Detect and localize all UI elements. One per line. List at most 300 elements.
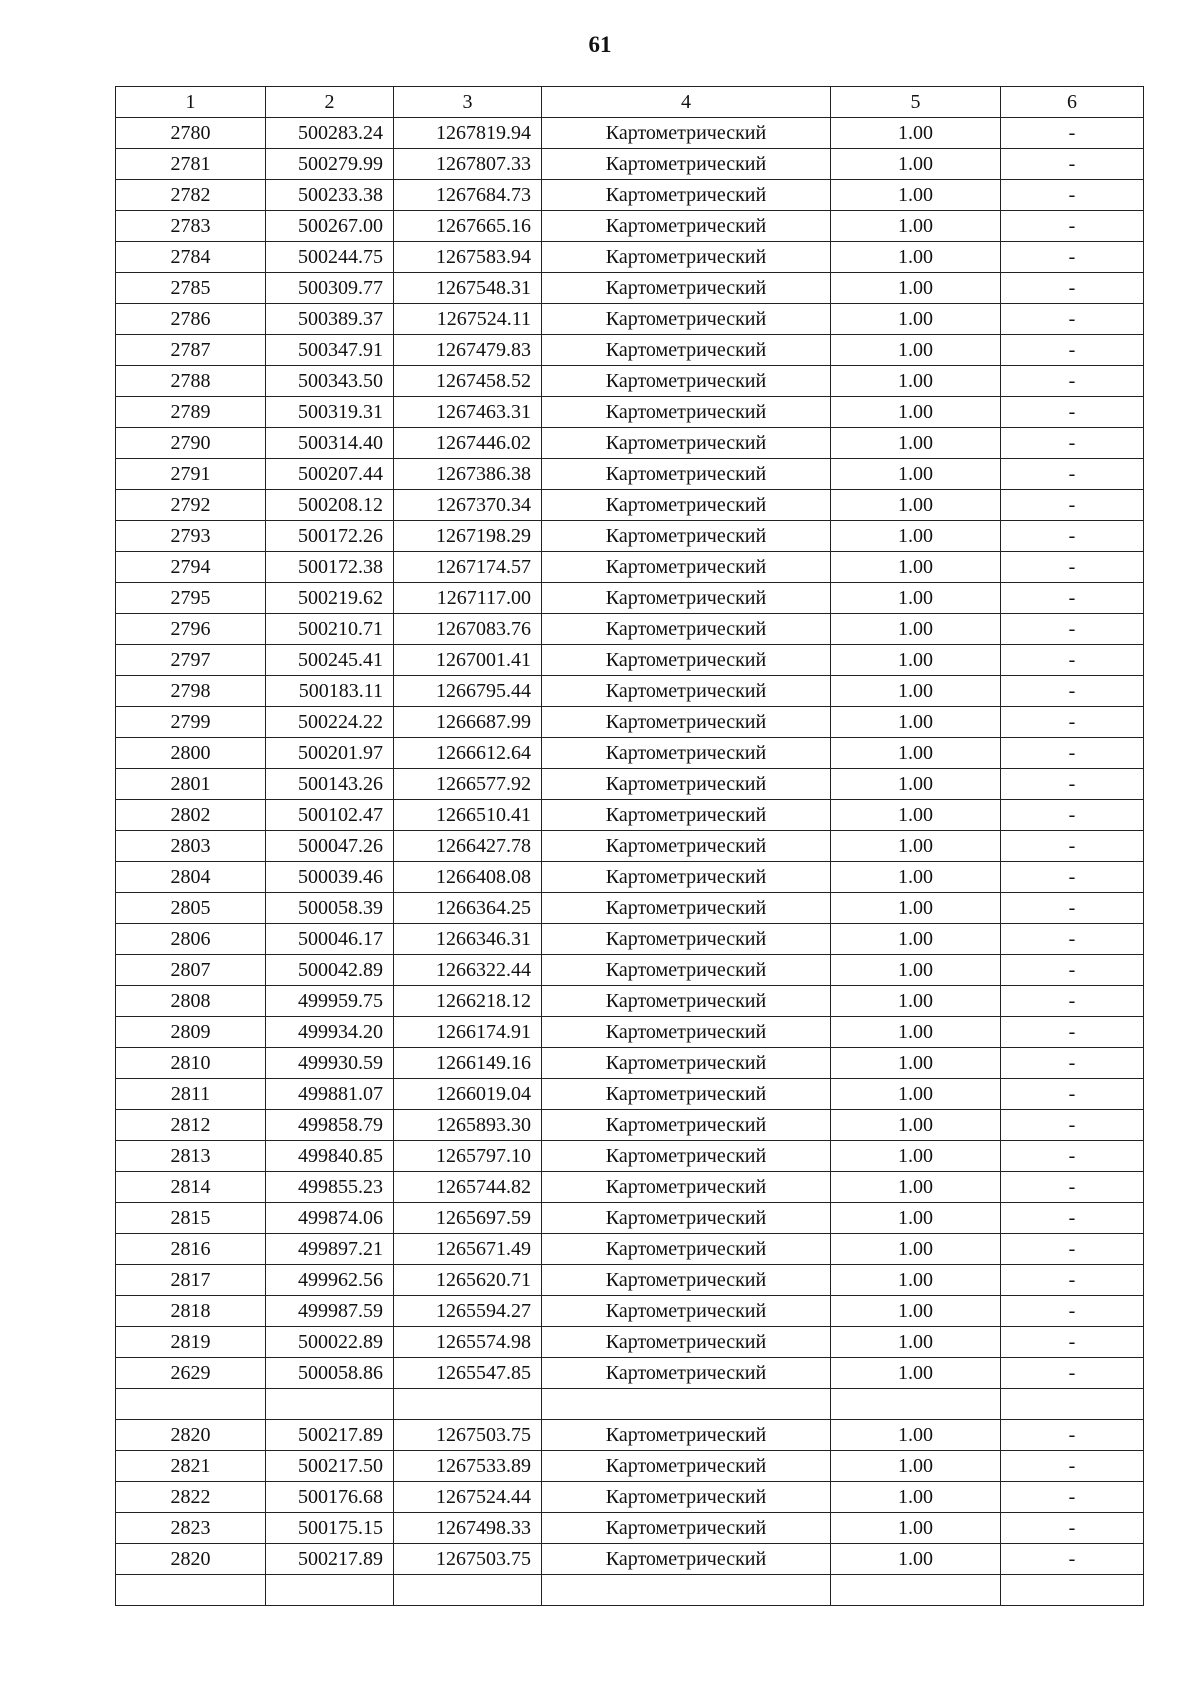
point-number-cell: 2816 <box>116 1234 266 1265</box>
table-row <box>116 1203 1144 1234</box>
y-coordinate-cell: 1265797.10 <box>394 1141 542 1172</box>
note-cell: - <box>1001 1234 1144 1265</box>
method-cell: Картометрический <box>542 1296 831 1327</box>
note-cell: - <box>1001 893 1144 924</box>
accuracy-cell: 1.00 <box>831 738 1001 769</box>
table-row <box>116 738 1144 769</box>
point-number-cell: 2797 <box>116 645 266 676</box>
y-coordinate-cell: 1267503.75 <box>394 1544 542 1575</box>
table-row <box>116 955 1144 986</box>
x-coordinate-cell: 500283.24 <box>266 118 394 149</box>
y-coordinate-cell: 1267548.31 <box>394 273 542 304</box>
method-cell: Картометрический <box>542 1203 831 1234</box>
method-cell: Картометрический <box>542 1420 831 1451</box>
point-number-cell: 2781 <box>116 149 266 180</box>
point-number-cell: 2786 <box>116 304 266 335</box>
accuracy-cell: 1.00 <box>831 862 1001 893</box>
y-coordinate-cell: 1267524.11 <box>394 304 542 335</box>
point-number-cell: 2793 <box>116 521 266 552</box>
x-coordinate-cell: 500245.41 <box>266 645 394 676</box>
y-coordinate-cell: 1267503.75 <box>394 1420 542 1451</box>
method-cell: Картометрический <box>542 924 831 955</box>
accuracy-cell: 1.00 <box>831 459 1001 490</box>
point-number-cell: 2780 <box>116 118 266 149</box>
accuracy-cell: 1.00 <box>831 180 1001 211</box>
column-header-5: 5 <box>831 87 1001 118</box>
x-coordinate-cell: 500389.37 <box>266 304 394 335</box>
x-coordinate-cell: 500143.26 <box>266 769 394 800</box>
method-cell: Картометрический <box>542 583 831 614</box>
note-cell: - <box>1001 862 1144 893</box>
method-cell: Картометрический <box>542 707 831 738</box>
method-cell <box>542 1575 831 1606</box>
y-coordinate-cell: 1267583.94 <box>394 242 542 273</box>
column-header-2: 2 <box>266 87 394 118</box>
point-number-cell: 2821 <box>116 1451 266 1482</box>
note-cell: - <box>1001 118 1144 149</box>
note-cell: - <box>1001 955 1144 986</box>
y-coordinate-cell: 1266427.78 <box>394 831 542 862</box>
x-coordinate-cell: 500201.97 <box>266 738 394 769</box>
note-cell: - <box>1001 1203 1144 1234</box>
point-number-cell: 2809 <box>116 1017 266 1048</box>
y-coordinate-cell: 1267001.41 <box>394 645 542 676</box>
method-cell: Картометрический <box>542 459 831 490</box>
table-header <box>116 87 1144 118</box>
method-cell: Картометрический <box>542 1358 831 1389</box>
x-coordinate-cell: 500183.11 <box>266 676 394 707</box>
note-cell: - <box>1001 552 1144 583</box>
accuracy-cell: 1.00 <box>831 924 1001 955</box>
x-coordinate-cell: 499881.07 <box>266 1079 394 1110</box>
table-row <box>116 1358 1144 1389</box>
note-cell: - <box>1001 583 1144 614</box>
y-coordinate-cell: 1266577.92 <box>394 769 542 800</box>
y-coordinate-cell: 1267498.33 <box>394 1513 542 1544</box>
y-coordinate-cell: 1266346.31 <box>394 924 542 955</box>
table-row <box>116 1110 1144 1141</box>
table-row <box>116 304 1144 335</box>
note-cell: - <box>1001 738 1144 769</box>
y-coordinate-cell: 1267370.34 <box>394 490 542 521</box>
table-row <box>116 490 1144 521</box>
accuracy-cell: 1.00 <box>831 893 1001 924</box>
x-coordinate-cell: 500217.89 <box>266 1544 394 1575</box>
accuracy-cell: 1.00 <box>831 1141 1001 1172</box>
point-number-cell: 2803 <box>116 831 266 862</box>
point-number-cell: 2800 <box>116 738 266 769</box>
method-cell: Картометрический <box>542 1544 831 1575</box>
y-coordinate-cell: 1265547.85 <box>394 1358 542 1389</box>
method-cell: Картометрический <box>542 893 831 924</box>
table-row <box>116 986 1144 1017</box>
point-number-cell: 2811 <box>116 1079 266 1110</box>
note-cell: - <box>1001 1141 1144 1172</box>
table-row <box>116 769 1144 800</box>
point-number-cell: 2823 <box>116 1513 266 1544</box>
y-coordinate-cell <box>394 1575 542 1606</box>
table-row <box>116 800 1144 831</box>
point-number-cell: 2787 <box>116 335 266 366</box>
accuracy-cell: 1.00 <box>831 800 1001 831</box>
accuracy-cell: 1.00 <box>831 273 1001 304</box>
x-coordinate-cell: 500279.99 <box>266 149 394 180</box>
point-number-cell: 2794 <box>116 552 266 583</box>
note-cell: - <box>1001 521 1144 552</box>
x-coordinate-cell: 500175.15 <box>266 1513 394 1544</box>
point-number-cell: 2792 <box>116 490 266 521</box>
y-coordinate-cell: 1266687.99 <box>394 707 542 738</box>
x-coordinate-cell: 499959.75 <box>266 986 394 1017</box>
page-number: 61 <box>588 32 612 57</box>
table-row <box>116 1544 1144 1575</box>
y-coordinate-cell: 1267807.33 <box>394 149 542 180</box>
note-cell: - <box>1001 397 1144 428</box>
x-coordinate-cell: 500210.71 <box>266 614 394 645</box>
method-cell: Картометрический <box>542 1172 831 1203</box>
table-row <box>116 645 1144 676</box>
y-coordinate-cell: 1267463.31 <box>394 397 542 428</box>
point-number-cell: 2804 <box>116 862 266 893</box>
y-coordinate-cell: 1267819.94 <box>394 118 542 149</box>
point-number-cell: 2629 <box>116 1358 266 1389</box>
point-number-cell: 2802 <box>116 800 266 831</box>
y-coordinate-cell: 1266174.91 <box>394 1017 542 1048</box>
table-row <box>116 397 1144 428</box>
method-cell: Картометрический <box>542 955 831 986</box>
note-cell: - <box>1001 1048 1144 1079</box>
table-row <box>116 1017 1144 1048</box>
point-number-cell: 2788 <box>116 366 266 397</box>
y-coordinate-cell: 1267665.16 <box>394 211 542 242</box>
point-number-cell: 2789 <box>116 397 266 428</box>
note-cell: - <box>1001 769 1144 800</box>
note-cell: - <box>1001 273 1144 304</box>
accuracy-cell: 1.00 <box>831 1482 1001 1513</box>
x-coordinate-cell: 500309.77 <box>266 273 394 304</box>
x-coordinate-cell: 500172.38 <box>266 552 394 583</box>
table-row <box>116 1296 1144 1327</box>
point-number-cell <box>116 1575 266 1606</box>
method-cell: Картометрический <box>542 180 831 211</box>
note-cell <box>1001 1389 1144 1420</box>
accuracy-cell: 1.00 <box>831 1451 1001 1482</box>
y-coordinate-cell: 1267446.02 <box>394 428 542 459</box>
x-coordinate-cell: 500172.26 <box>266 521 394 552</box>
y-coordinate-cell: 1267198.29 <box>394 521 542 552</box>
table-row <box>116 893 1144 924</box>
y-coordinate-cell: 1267174.57 <box>394 552 542 583</box>
header-row <box>116 87 1144 118</box>
accuracy-cell: 1.00 <box>831 490 1001 521</box>
y-coordinate-cell: 1267386.38 <box>394 459 542 490</box>
point-number-cell: 2822 <box>116 1482 266 1513</box>
method-cell: Картометрический <box>542 1265 831 1296</box>
x-coordinate-cell: 499962.56 <box>266 1265 394 1296</box>
note-cell: - <box>1001 366 1144 397</box>
x-coordinate-cell: 500267.00 <box>266 211 394 242</box>
y-coordinate-cell: 1267479.83 <box>394 335 542 366</box>
accuracy-cell: 1.00 <box>831 1296 1001 1327</box>
table-row <box>116 1451 1144 1482</box>
table-row <box>116 242 1144 273</box>
x-coordinate-cell: 500102.47 <box>266 800 394 831</box>
x-coordinate-cell: 500058.39 <box>266 893 394 924</box>
method-cell: Картометрический <box>542 831 831 862</box>
method-cell: Картометрический <box>542 1513 831 1544</box>
note-cell: - <box>1001 211 1144 242</box>
column-header-3: 3 <box>394 87 542 118</box>
note-cell: - <box>1001 1172 1144 1203</box>
accuracy-cell: 1.00 <box>831 614 1001 645</box>
x-coordinate-cell: 500176.68 <box>266 1482 394 1513</box>
method-cell: Картометрический <box>542 738 831 769</box>
note-cell: - <box>1001 676 1144 707</box>
method-cell: Картометрический <box>542 304 831 335</box>
accuracy-cell: 1.00 <box>831 149 1001 180</box>
accuracy-cell: 1.00 <box>831 552 1001 583</box>
method-cell: Картометрический <box>542 769 831 800</box>
x-coordinate-cell <box>266 1389 394 1420</box>
table-row <box>116 1265 1144 1296</box>
accuracy-cell: 1.00 <box>831 1265 1001 1296</box>
y-coordinate-cell: 1267458.52 <box>394 366 542 397</box>
y-coordinate-cell: 1265893.30 <box>394 1110 542 1141</box>
note-cell: - <box>1001 304 1144 335</box>
table-row <box>116 273 1144 304</box>
accuracy-cell: 1.00 <box>831 1048 1001 1079</box>
y-coordinate-cell: 1266218.12 <box>394 986 542 1017</box>
point-number-cell: 2808 <box>116 986 266 1017</box>
note-cell: - <box>1001 1079 1144 1110</box>
point-number-cell: 2801 <box>116 769 266 800</box>
y-coordinate-cell: 1267533.89 <box>394 1451 542 1482</box>
note-cell: - <box>1001 180 1144 211</box>
point-number-cell: 2820 <box>116 1544 266 1575</box>
accuracy-cell: 1.00 <box>831 118 1001 149</box>
method-cell: Картометрический <box>542 986 831 1017</box>
accuracy-cell <box>831 1575 1001 1606</box>
point-number-cell: 2815 <box>116 1203 266 1234</box>
method-cell: Картометрический <box>542 428 831 459</box>
y-coordinate-cell <box>394 1389 542 1420</box>
method-cell: Картометрический <box>542 1234 831 1265</box>
table-row <box>116 118 1144 149</box>
point-number-cell: 2791 <box>116 459 266 490</box>
x-coordinate-cell: 500319.31 <box>266 397 394 428</box>
x-coordinate-cell: 500042.89 <box>266 955 394 986</box>
accuracy-cell <box>831 1389 1001 1420</box>
x-coordinate-cell: 500347.91 <box>266 335 394 366</box>
table-row <box>116 211 1144 242</box>
accuracy-cell: 1.00 <box>831 242 1001 273</box>
table-body <box>116 118 1144 1606</box>
y-coordinate-cell: 1265574.98 <box>394 1327 542 1358</box>
table-row <box>116 335 1144 366</box>
x-coordinate-cell: 500224.22 <box>266 707 394 738</box>
accuracy-cell: 1.00 <box>831 1234 1001 1265</box>
y-coordinate-cell: 1267524.44 <box>394 1482 542 1513</box>
note-cell: - <box>1001 800 1144 831</box>
point-number-cell: 2782 <box>116 180 266 211</box>
method-cell: Картометрический <box>542 800 831 831</box>
y-coordinate-cell: 1265620.71 <box>394 1265 542 1296</box>
note-cell: - <box>1001 149 1144 180</box>
x-coordinate-cell: 499987.59 <box>266 1296 394 1327</box>
method-cell: Картометрический <box>542 490 831 521</box>
y-coordinate-cell: 1266364.25 <box>394 893 542 924</box>
x-coordinate-cell: 500022.89 <box>266 1327 394 1358</box>
accuracy-cell: 1.00 <box>831 211 1001 242</box>
x-coordinate-cell: 500217.50 <box>266 1451 394 1482</box>
accuracy-cell: 1.00 <box>831 428 1001 459</box>
point-number-cell: 2785 <box>116 273 266 304</box>
method-cell: Картометрический <box>542 335 831 366</box>
point-number-cell: 2820 <box>116 1420 266 1451</box>
point-number-cell: 2813 <box>116 1141 266 1172</box>
column-header-6: 6 <box>1001 87 1144 118</box>
accuracy-cell: 1.00 <box>831 1420 1001 1451</box>
note-cell: - <box>1001 428 1144 459</box>
note-cell: - <box>1001 490 1144 521</box>
y-coordinate-cell: 1266149.16 <box>394 1048 542 1079</box>
method-cell: Картометрический <box>542 1079 831 1110</box>
point-number-cell: 2783 <box>116 211 266 242</box>
table-row <box>116 552 1144 583</box>
note-cell: - <box>1001 1296 1144 1327</box>
accuracy-cell: 1.00 <box>831 521 1001 552</box>
method-cell: Картометрический <box>542 645 831 676</box>
accuracy-cell: 1.00 <box>831 1358 1001 1389</box>
method-cell: Картометрический <box>542 366 831 397</box>
note-cell: - <box>1001 924 1144 955</box>
coordinates-table <box>115 86 1144 1606</box>
accuracy-cell: 1.00 <box>831 1513 1001 1544</box>
table-row <box>116 583 1144 614</box>
x-coordinate-cell: 499897.21 <box>266 1234 394 1265</box>
accuracy-cell: 1.00 <box>831 583 1001 614</box>
x-coordinate-cell: 500233.38 <box>266 180 394 211</box>
note-cell: - <box>1001 1420 1144 1451</box>
note-cell: - <box>1001 1327 1144 1358</box>
column-header-4: 4 <box>542 87 831 118</box>
point-number-cell <box>116 1389 266 1420</box>
note-cell: - <box>1001 1544 1144 1575</box>
table-row <box>116 676 1144 707</box>
point-number-cell: 2819 <box>116 1327 266 1358</box>
table-row-empty <box>116 1389 1144 1420</box>
y-coordinate-cell: 1265671.49 <box>394 1234 542 1265</box>
note-cell: - <box>1001 459 1144 490</box>
method-cell: Картометрический <box>542 1110 831 1141</box>
table-row <box>116 831 1144 862</box>
note-cell: - <box>1001 1482 1144 1513</box>
y-coordinate-cell: 1266019.04 <box>394 1079 542 1110</box>
accuracy-cell: 1.00 <box>831 1079 1001 1110</box>
table-row <box>116 521 1144 552</box>
note-cell: - <box>1001 1358 1144 1389</box>
x-coordinate-cell: 500217.89 <box>266 1420 394 1451</box>
y-coordinate-cell: 1265744.82 <box>394 1172 542 1203</box>
point-number-cell: 2806 <box>116 924 266 955</box>
column-header-1: 1 <box>116 87 266 118</box>
table-row <box>116 707 1144 738</box>
point-number-cell: 2807 <box>116 955 266 986</box>
table-row <box>116 428 1144 459</box>
point-number-cell: 2810 <box>116 1048 266 1079</box>
method-cell: Картометрический <box>542 242 831 273</box>
method-cell: Картометрический <box>542 149 831 180</box>
accuracy-cell: 1.00 <box>831 1203 1001 1234</box>
method-cell: Картометрический <box>542 614 831 645</box>
accuracy-cell: 1.00 <box>831 831 1001 862</box>
y-coordinate-cell: 1265594.27 <box>394 1296 542 1327</box>
point-number-cell: 2817 <box>116 1265 266 1296</box>
table-row <box>116 1420 1144 1451</box>
table-row <box>116 614 1144 645</box>
method-cell: Картометрический <box>542 1017 831 1048</box>
x-coordinate-cell: 499855.23 <box>266 1172 394 1203</box>
note-cell: - <box>1001 1513 1144 1544</box>
point-number-cell: 2795 <box>116 583 266 614</box>
method-cell: Картометрический <box>542 1327 831 1358</box>
method-cell: Картометрический <box>542 1141 831 1172</box>
accuracy-cell: 1.00 <box>831 986 1001 1017</box>
point-number-cell: 2812 <box>116 1110 266 1141</box>
y-coordinate-cell: 1266322.44 <box>394 955 542 986</box>
method-cell: Картометрический <box>542 552 831 583</box>
x-coordinate-cell: 500343.50 <box>266 366 394 397</box>
x-coordinate-cell: 499840.85 <box>266 1141 394 1172</box>
method-cell: Картометрический <box>542 273 831 304</box>
x-coordinate-cell: 499930.59 <box>266 1048 394 1079</box>
table-row <box>116 149 1144 180</box>
point-number-cell: 2796 <box>116 614 266 645</box>
point-number-cell: 2799 <box>116 707 266 738</box>
note-cell: - <box>1001 831 1144 862</box>
method-cell <box>542 1389 831 1420</box>
note-cell: - <box>1001 1451 1144 1482</box>
table-row <box>116 1141 1144 1172</box>
y-coordinate-cell: 1267117.00 <box>394 583 542 614</box>
method-cell: Картометрический <box>542 1451 831 1482</box>
note-cell: - <box>1001 614 1144 645</box>
note-cell: - <box>1001 335 1144 366</box>
table-row <box>116 366 1144 397</box>
y-coordinate-cell: 1266510.41 <box>394 800 542 831</box>
method-cell: Картометрический <box>542 521 831 552</box>
x-coordinate-cell: 500208.12 <box>266 490 394 521</box>
accuracy-cell: 1.00 <box>831 397 1001 428</box>
table-row <box>116 862 1144 893</box>
x-coordinate-cell: 499858.79 <box>266 1110 394 1141</box>
x-coordinate-cell: 499874.06 <box>266 1203 394 1234</box>
note-cell: - <box>1001 1110 1144 1141</box>
method-cell: Картометрический <box>542 1482 831 1513</box>
x-coordinate-cell: 500219.62 <box>266 583 394 614</box>
note-cell: - <box>1001 1265 1144 1296</box>
y-coordinate-cell: 1267684.73 <box>394 180 542 211</box>
note-cell <box>1001 1575 1144 1606</box>
point-number-cell: 2818 <box>116 1296 266 1327</box>
accuracy-cell: 1.00 <box>831 1327 1001 1358</box>
table-row <box>116 1482 1144 1513</box>
point-number-cell: 2790 <box>116 428 266 459</box>
table-row <box>116 1234 1144 1265</box>
y-coordinate-cell: 1265697.59 <box>394 1203 542 1234</box>
note-cell: - <box>1001 707 1144 738</box>
table-row <box>116 1172 1144 1203</box>
